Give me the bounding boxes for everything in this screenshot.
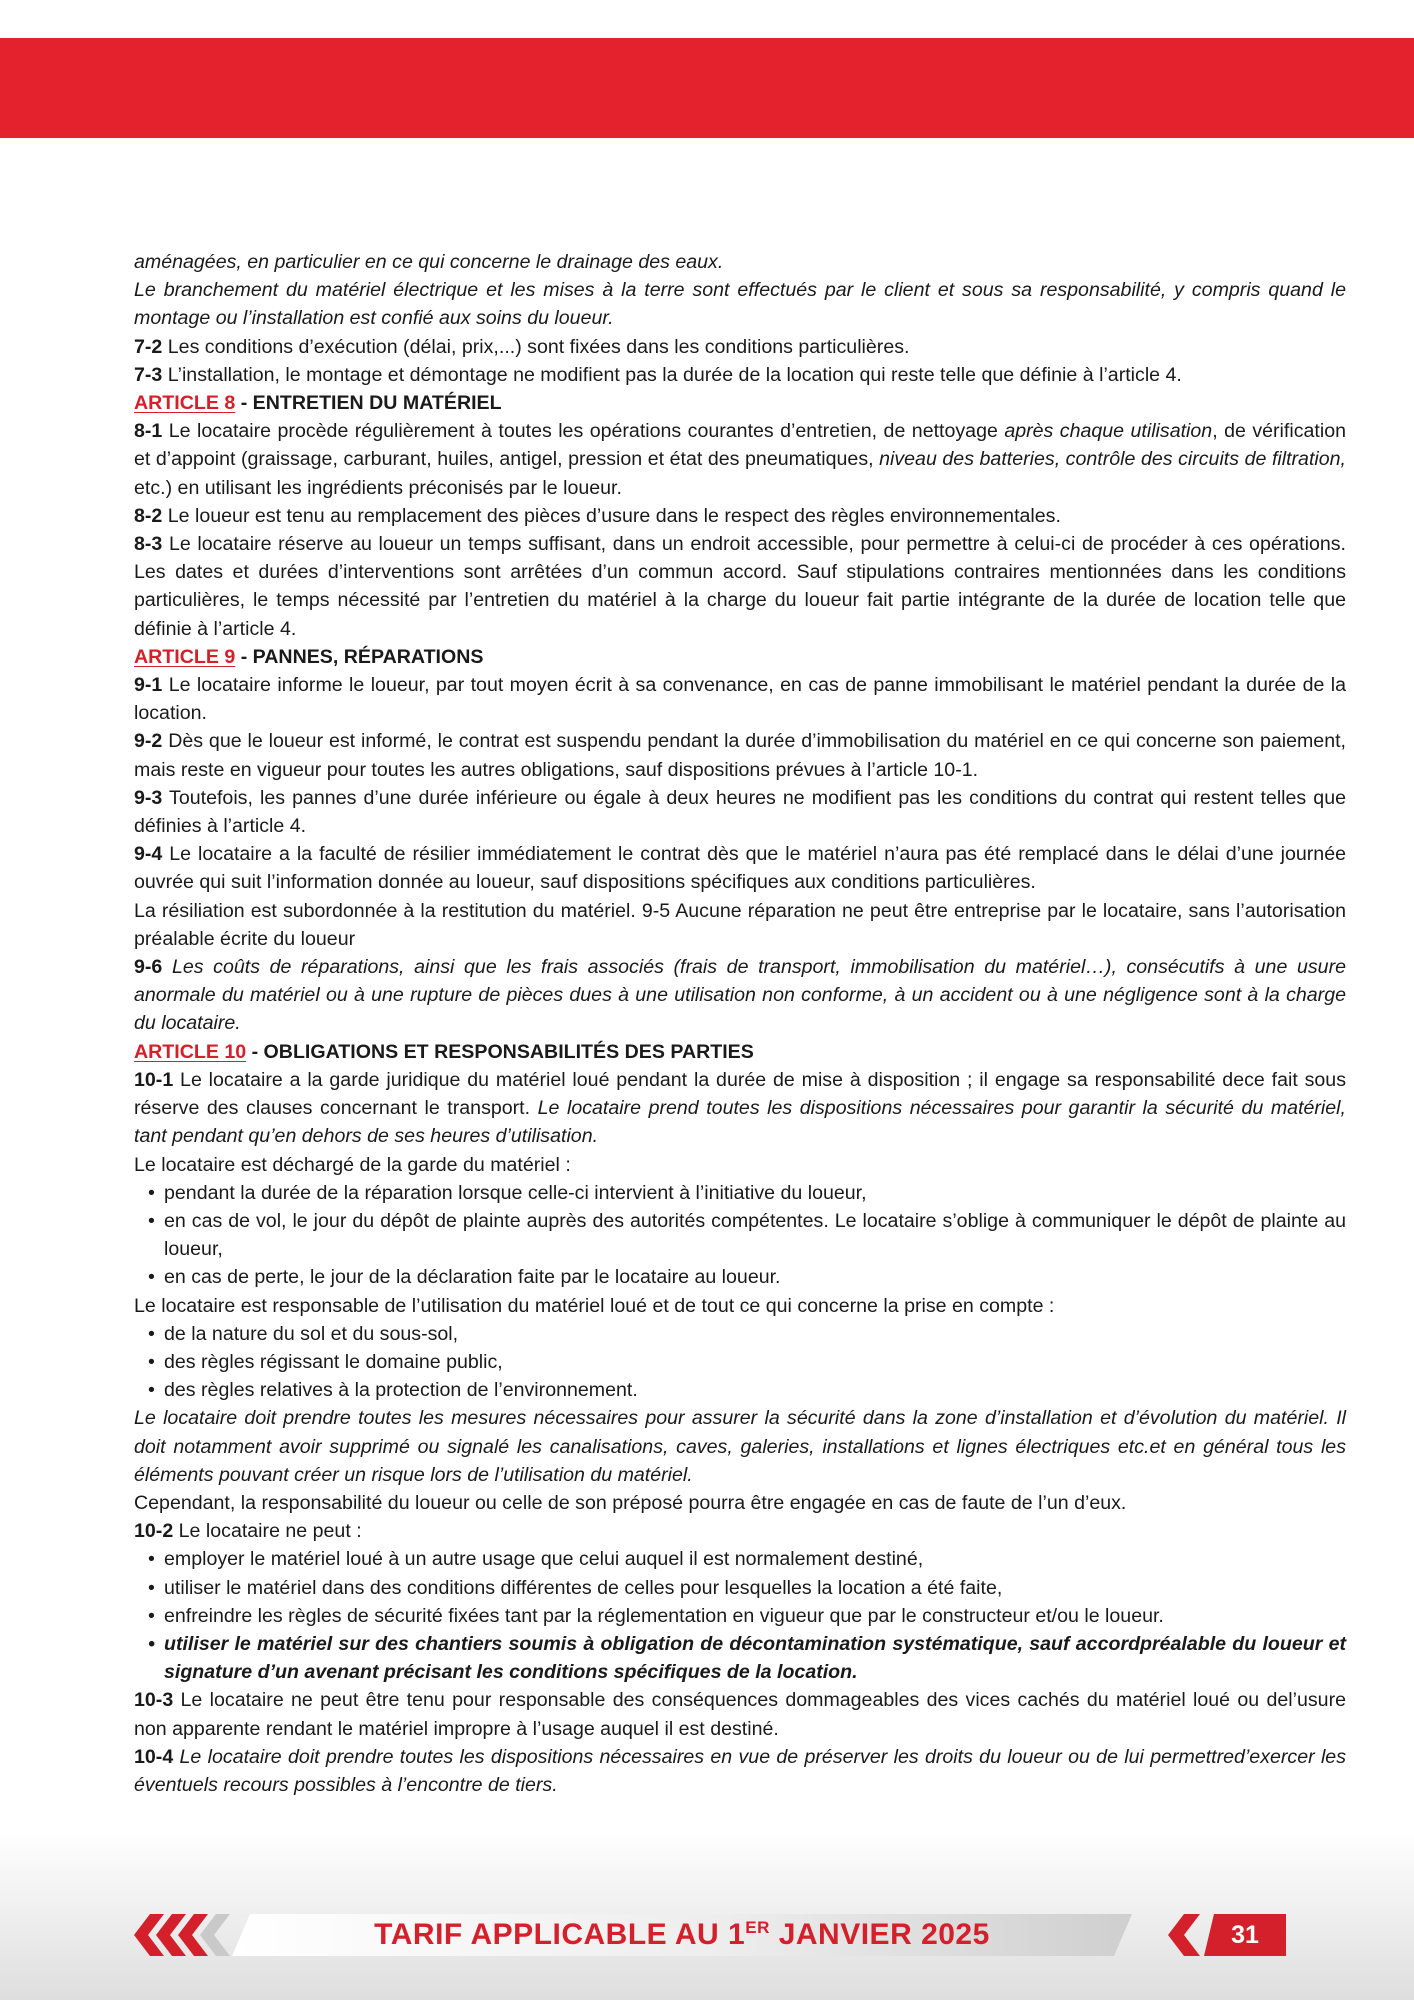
chevrons-left-icon [130, 1914, 230, 1956]
clause-text-italic: après chaque utilisation [1004, 420, 1213, 443]
clause-9-6 [134, 953, 1346, 1038]
clause-number: 9-3 [134, 786, 163, 809]
list-item: • en cas de vol, le jour du dépôt de plainte auprès des autorités compétentes. Le locataire s’oblige à communiquer le dépôt de plainte au loueur, [148, 1207, 1346, 1263]
clause-9-1 [134, 671, 1346, 727]
clause-number: 9-2 [134, 730, 163, 753]
clause-text: L’installation, le montage et démontage ne modifient pas la durée de la location qui reste telle que définie à l’article 4. [162, 363, 1182, 386]
clause-text: , de vérification et d’appoint (graissage, carburant, huiles, antigel, pression et état des pneumatiques, [134, 420, 1346, 471]
list-item: • de la nature du sol et du sous-sol, [148, 1320, 1346, 1348]
document-body [134, 248, 1346, 1799]
paragraph: aménagées, en particulier en ce qui concerne le drainage des eaux. [134, 251, 724, 273]
list-item: • employer le matériel loué à un autre usage que celui auquel il est normalement destiné, [148, 1545, 1346, 1573]
tarif-title [232, 1914, 1132, 1956]
list-item: • enfreindre les règles de sécurité fixées tant par la réglementation en vigueur que par le constructeur et/ou le loueur. [148, 1602, 1346, 1630]
header-band [0, 38, 1414, 138]
article-title: - PANNES, RÉPARATIONS [235, 645, 484, 668]
clause-text: Le locataire réserve au loueur un temps suffisant, dans un endroit accessible, pour permettre à celui-ci de procéder à ces opérations. Les dates et durées d’interventions sont arrêtées d’un commun accord. Sauf stipulations contraires mentionnées dans les conditions particulières, le temps nécessité par l’entretien du matériel à la charge du loueur fait partie intégrante de la durée de location telle que définie à l’article 4. [134, 533, 1346, 640]
article-10-link[interactable]: ARTICLE 10 [134, 1040, 247, 1063]
clause-number: 9-6 [134, 956, 163, 979]
paragraph: Le locataire est déchargé de la garde du matériel : [134, 1153, 571, 1176]
list-item: • utiliser le matériel dans des conditions différentes de celles pour lesquelles la location a été faite, [148, 1574, 1346, 1602]
clause-8-3 [134, 530, 1346, 643]
list-item: • utiliser le matériel sur des chantiers soumis à obligation de décontamination systématique, sauf accordpréalable du loueur et signature d’un avenant précisant les conditions spécifiques de la location. [148, 1630, 1346, 1686]
bullet-list [134, 1545, 1346, 1686]
clause-8-1 [134, 417, 1346, 502]
paragraph: Cependant, la responsabilité du loueur ou celle de son préposé pourra être engagée en cas de faute de l’un d’eux. [134, 1491, 1127, 1514]
clause-text: etc.) en utilisant les ingrédients préconisés par le loueur. [134, 476, 622, 499]
list-item: • des règles relatives à la protection de l’environnement. [148, 1376, 1346, 1404]
article-8-link[interactable]: ARTICLE 8 [134, 392, 236, 415]
clause-text-italic: niveau des batteries, contrôle des circuits de filtration, [879, 448, 1346, 471]
list-item: • pendant la durée de la réparation lorsque celle-ci intervient à l’initiative du loueur, [148, 1179, 1346, 1207]
article-title: - ENTRETIEN DU MATÉRIEL [235, 392, 502, 415]
article-8-heading [134, 389, 1346, 417]
clause-text: Le locataire procède régulièrement à toutes les opérations courantes d’entretien, de nettoyage [162, 420, 1005, 443]
clause-number: 7-2 [134, 335, 163, 358]
paragraph: Le locataire est responsable de l’utilisation du matériel loué et de tout ce qui concerne la prise en compte : [134, 1294, 1055, 1317]
clause-text-italic: Le locataire doit prendre toutes les dispositions nécessaires en vue de préserver les droits du loueur ou de lui permettred’exercer les éventuels recours possibles à l’encontre de tiers. [134, 1745, 1346, 1796]
clause-text: Le loueur est tenu au remplacement des pièces d’usure dans le respect des règles environnementales. [162, 504, 1061, 527]
clause-number: 8-1 [134, 420, 163, 443]
clause-text: Le locataire a la garde juridique du matériel loué pendant la durée de mise à disposition ; il engage sa responsabilité dece fait sous réserve des clauses concernant le transport. [134, 1068, 1346, 1120]
tarif-main: TARIF APPLICABLE AU 1 [374, 1918, 746, 1951]
clause-text: Le locataire informe le loueur, par tout moyen écrit à sa convenance, en cas de panne immobilisant le matériel pendant la durée de la location. [134, 674, 1346, 725]
clause-10-4 [134, 1743, 1346, 1799]
clause-text: Toutefois, les pannes d’une durée inférieure ou égale à deux heures ne modifient pas les conditions du contrat qui restent telles que définies à l’article 4. [134, 786, 1346, 838]
clause-number: 9-1 [134, 674, 163, 697]
clause-10-3 [134, 1686, 1346, 1742]
clause-number: 9-4 [134, 843, 163, 866]
list-item: • des règles régissant le domaine public, [148, 1348, 1346, 1376]
clause-number: 10-4 [134, 1745, 174, 1768]
clause-text: Les conditions d’exécution (délai, prix,...) sont fixées dans les conditions particulières. [162, 335, 910, 358]
clause-number: 10-1 [134, 1068, 174, 1091]
paragraph: Le locataire doit prendre toutes les mesures nécessaires pour assurer la sécurité dans la zone d’installation et d’évolution du matériel. Il doit notamment avoir supprimé ou signalé les canalisations, caves, galeries, installations et lignes électriques etc.et en général tous les éléments pouvant créer un risque lors de l’utilisation du matériel. [134, 1407, 1346, 1486]
clause-number: 8-2 [134, 504, 163, 527]
article-10-heading [134, 1038, 1346, 1066]
clause-number: 7-3 [134, 363, 163, 386]
clause-7-3 [134, 361, 1346, 389]
clause-7-2 [134, 333, 1346, 361]
clause-9-3 [134, 784, 1346, 840]
page-number: 31 [1231, 1921, 1259, 1949]
clause-number: 10-3 [134, 1689, 174, 1712]
clause-text-italic: Le locataire prend toutes les dispositions nécessaires pour garantir la sécurité du matériel, tant pendant qu’en dehors de ses heures d’utilisation. [134, 1097, 1346, 1148]
clause-text: Le locataire a la faculté de résilier immédiatement le contrat dès que le matériel n’aura pas été remplacé dans le délai d’une journée ouvrée qui suit l’information donnée au loueur, sauf dispositions spécifiques aux conditions particulières. [134, 843, 1346, 894]
clause-9-2 [134, 727, 1346, 783]
clause-10-2 [134, 1517, 1346, 1545]
bullet-list [134, 1179, 1346, 1292]
clause-text: Le locataire ne peut : [173, 1520, 362, 1543]
tarif-sup: ER [745, 1918, 770, 1937]
clause-text: Le locataire ne peut être tenu pour responsable des conséquences dommageables des vices cachés du matériel loué ou del’usure non apparente rendant le matériel impropre à l’usage auquel il est destiné. [134, 1689, 1346, 1740]
article-9-link[interactable]: ARTICLE 9 [134, 645, 236, 668]
paragraph: Le branchement du matériel électrique et les mises à la terre sont effectués par le client et sous sa responsabilité, y compris quand le montage ou l’installation est confié aux soins du loueur. [134, 279, 1346, 330]
clause-8-2 [134, 502, 1346, 530]
clause-number: 8-3 [134, 533, 163, 556]
bullet-list [134, 1320, 1346, 1405]
article-9-heading [134, 643, 1346, 671]
chevron-left-icon [1166, 1914, 1202, 1956]
list-item: • en cas de perte, le jour de la déclaration faite par le locataire au loueur. [148, 1263, 1346, 1291]
clause-text: Dès que le loueur est informé, le contrat est suspendu pendant la durée d’immobilisation du matériel en ce qui concerne son paiement, mais reste en vigueur pour toutes les autres obligations, sauf dispositions prévues à l’article 10-1. [134, 730, 1346, 781]
clause-10-1 [134, 1066, 1346, 1151]
clause-9-4 [134, 840, 1346, 896]
clause-number: 10-2 [134, 1520, 174, 1543]
article-title: - OBLIGATIONS ET RESPONSABILITÉS DES PARTIES [246, 1040, 754, 1063]
clause-text-italic: Les coûts de réparations, ainsi que les frais associés (frais de transport, immobilisation du matériel…), consécutifs à une usure anormale du matériel ou à une rupture de pièces dues à une utilisation non conforme, à un accident ou à une négligence sont à la charge du locataire. [134, 956, 1346, 1035]
tarif-end: JANVIER 2025 [769, 1918, 990, 1951]
paragraph: La résiliation est subordonnée à la restitution du matériel. 9-5 Aucune réparation ne peut être entreprise par le locataire, sans l’autorisation préalable écrite du loueur [134, 899, 1346, 950]
